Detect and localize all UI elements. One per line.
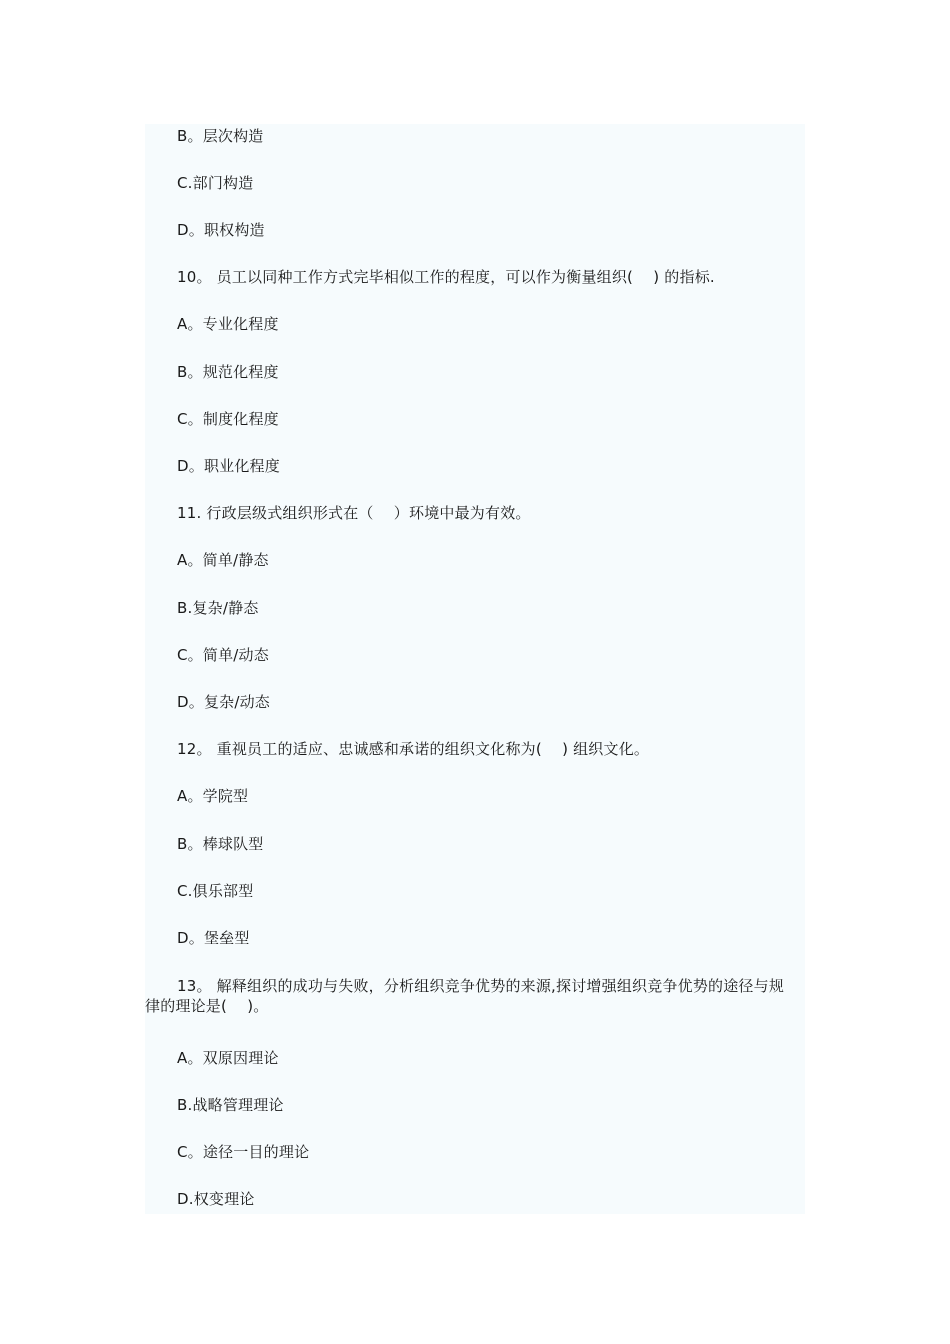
option-c-q10: C。制度化程度 bbox=[177, 410, 279, 428]
option-a-q12: A。学院型 bbox=[177, 787, 249, 805]
option-d-q11: D。复杂/动态 bbox=[177, 693, 271, 711]
option-a-q10: A。专业化程度 bbox=[177, 315, 279, 333]
option-c-q11: C。简单/动态 bbox=[177, 646, 269, 664]
question-13: 13。 解释组织的成功与失败，分析组织竞争优势的来源,探讨增强组织竞争优势的途径与规律的理论是( )。 bbox=[145, 977, 785, 1015]
option-d-q12: D。堡垒型 bbox=[177, 929, 250, 947]
option-b-q11: B.复杂/静态 bbox=[177, 599, 259, 617]
option-d-q9: D。职权构造 bbox=[177, 221, 265, 239]
question-10: 10。 员工以同种工作方式完毕相似工作的程度，可以作为衡量组织( ) 的指标. bbox=[177, 268, 715, 286]
option-d-q13: D.权变理论 bbox=[177, 1190, 255, 1208]
option-b-q9: B。层次构造 bbox=[177, 127, 264, 145]
option-a-q13: A。双原因理论 bbox=[177, 1049, 279, 1067]
question-12: 12。 重视员工的适应、忠诚感和承诺的组织文化称为( ) 组织文化。 bbox=[177, 740, 650, 758]
option-b-q12: B。棒球队型 bbox=[177, 835, 264, 853]
option-a-q11: A。简单/静态 bbox=[177, 551, 269, 569]
option-c-q13: C。途径一目的理论 bbox=[177, 1143, 310, 1161]
option-d-q10: D。职业化程度 bbox=[177, 457, 280, 475]
option-c-q9: C.部门构造 bbox=[177, 174, 254, 192]
option-b-q13: B.战略管理理论 bbox=[177, 1096, 284, 1114]
option-b-q10: B。规范化程度 bbox=[177, 363, 279, 381]
option-c-q12: C.俱乐部型 bbox=[177, 882, 254, 900]
question-11: 11. 行政层级式组织形式在（ ）环境中最为有效。 bbox=[177, 504, 531, 522]
